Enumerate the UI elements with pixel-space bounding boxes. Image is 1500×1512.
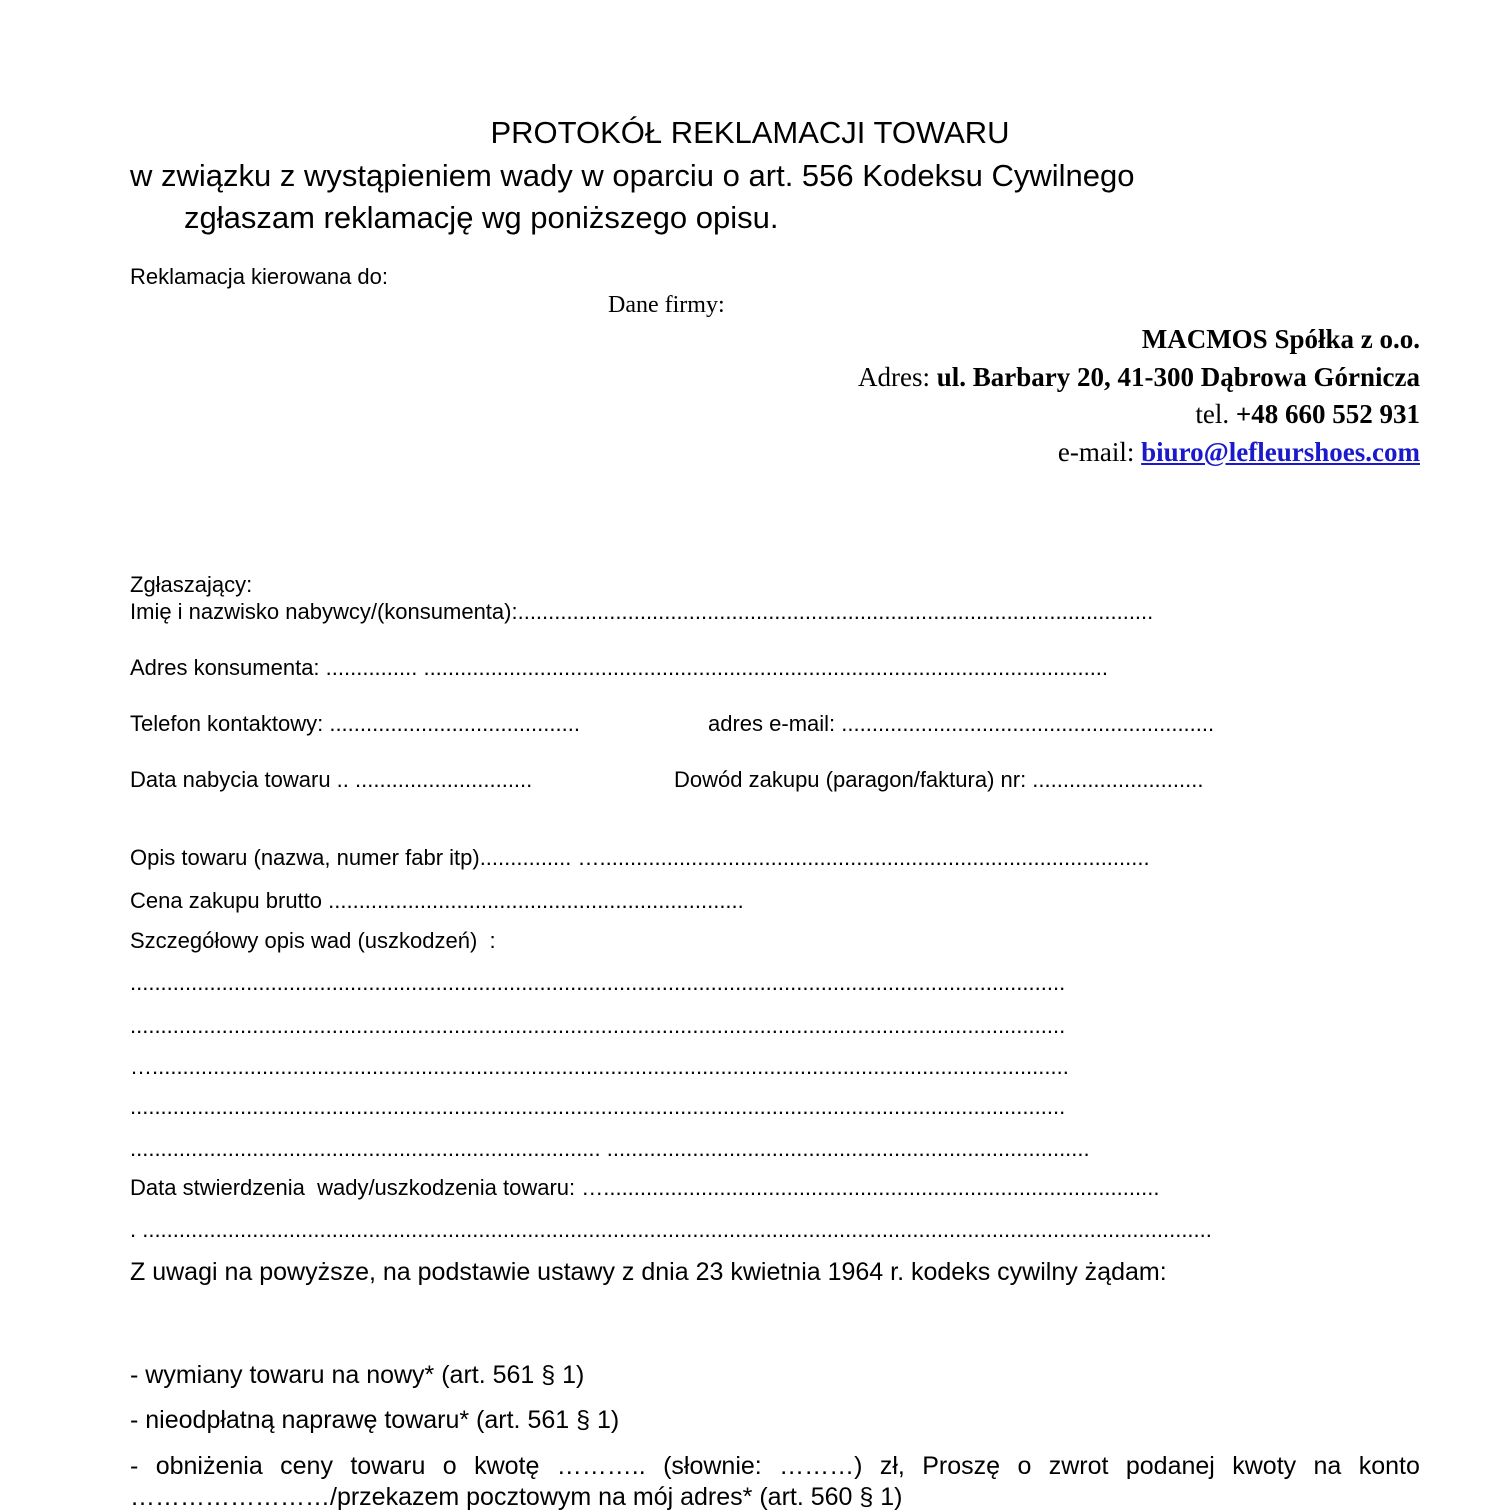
email-label: e-mail: <box>1057 437 1142 467</box>
purchase-date-field[interactable]: Data nabycia towaru .. ............................. <box>130 767 533 792</box>
defects-label: Szczegółowy opis wad (uszkodzeń) : <box>130 928 496 953</box>
defect-line-1[interactable]: ......................................................................................................................................................... <box>130 970 1066 995</box>
document-subtitle-line1: w związku z wystąpieniem wady w oparciu o art. 556 Kodeksu Cywilnego <box>130 158 1135 193</box>
defect-line-5[interactable]: ............................................................................. ............................................................................... <box>130 1136 1090 1161</box>
tel-value: +48 660 552 931 <box>1235 399 1420 429</box>
company-name: MACMOS Spółka z o.o. <box>1141 324 1420 354</box>
defect-line-3[interactable]: …...................................................................................................................................................... <box>130 1054 1069 1079</box>
defect-date-field[interactable]: Data stwierdzenia wady/uszkodzenia towaru: …........................................................................................... <box>130 1175 1160 1200</box>
company-email <box>1058 436 1420 468</box>
buyer-name-field[interactable]: Imię i nazwisko nabywcy/(konsumenta):........................................................................................................ <box>130 599 1154 624</box>
email-field[interactable]: adres e-mail: ............................................................. <box>708 711 1215 736</box>
document-title: PROTOKÓŁ REKLAMACJI TOWARU <box>490 115 1010 150</box>
addressee-label: Reklamacja kierowana do: <box>130 264 389 289</box>
phone-field[interactable]: Telefon kontaktowy: ......................................... <box>130 711 580 736</box>
extra-line-field[interactable]: . ............................................................................................................................................................................... <box>130 1217 1212 1242</box>
product-description-field[interactable]: Opis towaru (nazwa, numer fabr itp)............... ….......................................................................................... <box>130 845 1150 870</box>
address-value: ul. Barbary 20, 41-300 Dąbrowa Górnicza <box>936 362 1420 392</box>
demand-option-repair: - nieodpłatną naprawę towaru* (art. 561 § 1) <box>130 1406 620 1434</box>
price-field[interactable]: Cena zakupu brutto .................................................................... <box>130 888 744 913</box>
defect-line-2[interactable]: ......................................................................................................................................................... <box>130 1013 1066 1038</box>
demand-option-price-reduction-line2: ……………………/przekazem pocztowym na mój adres* (art. 560 § 1) <box>130 1483 903 1511</box>
demand-option-price-reduction: - obniżenia ceny towaru o kwotę ……….. (słownie: ………) zł, Proszę o zwrot podanej kwoty na konto <box>130 1452 1420 1480</box>
address-label: Adres: <box>858 362 937 392</box>
form-section-label: Zgłaszający: <box>130 572 253 597</box>
company-address <box>858 361 1420 393</box>
demand-option-replacement: - wymiany towaru na nowy* (art. 561 § 1) <box>130 1361 585 1389</box>
company-data-label: Dane firmy: <box>608 292 725 318</box>
document-subtitle-line2: zgłaszam reklamację wg poniższego opisu. <box>184 200 779 235</box>
demands-intro: Z uwagi na powyższe, na podstawie ustawy z dnia 23 kwietnia 1964 r. kodeks cywilny żądam: <box>130 1258 1167 1286</box>
buyer-address-field[interactable]: Adres konsumenta: ............... ................................................................................................................ <box>130 655 1109 680</box>
company-phone <box>1195 398 1420 430</box>
tel-label: tel. <box>1195 399 1236 429</box>
receipt-number-field[interactable]: Dowód zakupu (paragon/faktura) nr: ............................ <box>674 767 1204 792</box>
email-link[interactable]: biuro@lefleurshoes.com <box>1141 437 1420 467</box>
defect-line-4[interactable]: ......................................................................................................................................................... <box>130 1094 1066 1119</box>
